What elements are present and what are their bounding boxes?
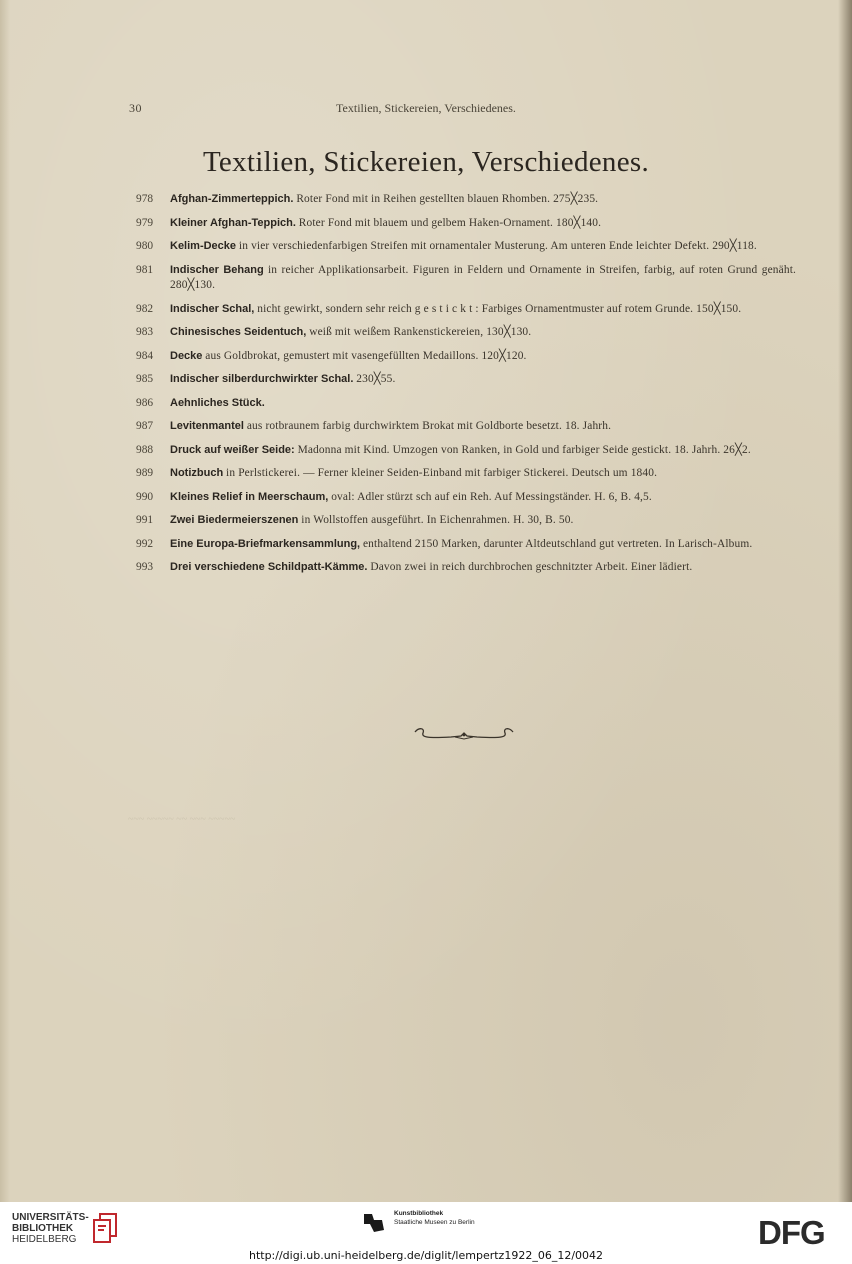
entry-description: 230╳55. xyxy=(356,373,396,385)
catalog-entry xyxy=(136,263,796,294)
running-title: Textilien, Stickereien, Verschiedenes. xyxy=(336,101,516,115)
entry-text xyxy=(170,239,796,255)
entry-description: Davon zwei in reich durchbrochen geschnitzter Arbeit. Einer lädiert. xyxy=(370,561,693,573)
catalog-entries xyxy=(136,192,796,584)
entry-title: Indischer Schal, xyxy=(170,302,255,315)
uni-emblem-icon xyxy=(90,1212,120,1248)
dfg-logo[interactable]: DFG xyxy=(758,1214,825,1251)
entry-title: Eine Europa-Briefmarkensammlung, xyxy=(170,537,361,550)
entry-text xyxy=(170,513,796,529)
page-title: Textilien, Stickereien, Verschiedenes. xyxy=(202,146,650,178)
entry-number: 979 xyxy=(136,216,154,229)
entry-number: 982 xyxy=(136,302,154,315)
running-head xyxy=(0,101,852,117)
entry-number: 993 xyxy=(136,561,154,573)
entry-number: 983 xyxy=(136,326,154,338)
entry-title: Druck auf weißer Seide: xyxy=(170,443,295,456)
entry-description: oval: Adler stürzt sch auf ein Reh. Auf Messingständer. H. 6, B. 4,5. xyxy=(331,490,652,503)
catalog-entry xyxy=(136,239,796,255)
catalog-entry xyxy=(136,192,796,208)
entry-number: 986 xyxy=(136,396,154,409)
entry-title: Kleines Relief in Meerschaum, xyxy=(170,490,329,503)
entry-description: in reicher Applikationsarbeit. Figuren in Feldern und Ornamente in Streifen, farbig, auf roten Grund genäht. 280╳130. xyxy=(170,263,797,291)
page-number: 30 xyxy=(129,101,142,115)
entry-text xyxy=(170,537,796,553)
permalink-url[interactable]: http://digi.ub.uni-heidelberg.de/diglit/lempertz1922_06_12/0042 xyxy=(248,1249,604,1262)
catalog-entry xyxy=(136,396,796,412)
entry-text xyxy=(170,349,796,365)
uni-line-2: BIBLIOTHEK xyxy=(12,1223,74,1234)
entry-number: 981 xyxy=(136,263,154,276)
ornament-divider-icon xyxy=(411,726,517,744)
uni-line-3: HEIDELBERG xyxy=(12,1234,77,1245)
entry-number: 991 xyxy=(136,514,154,526)
footer-bar xyxy=(0,1202,852,1264)
catalog-entry xyxy=(136,216,796,232)
entry-title: Indischer Behang xyxy=(170,263,264,276)
entry-description: in Wollstoffen ausgeführt. In Eichenrahmen. H. 30, B. 50. xyxy=(301,514,574,526)
catalog-entry xyxy=(136,302,796,318)
entry-text xyxy=(170,396,796,412)
entry-text xyxy=(170,325,796,341)
catalog-entry xyxy=(136,419,796,435)
entry-text xyxy=(170,302,796,318)
catalog-entry xyxy=(136,325,796,341)
entry-description: enthaltend 2150 Marken, darunter Altdeutschland gut vertreten. In Larisch-Album. xyxy=(362,537,753,550)
catalog-entry xyxy=(136,372,796,388)
entry-number: 989 xyxy=(136,467,154,479)
entry-number: 980 xyxy=(136,240,154,252)
catalog-entry xyxy=(136,490,796,506)
kb-line-1: Kunstbibliothek xyxy=(394,1210,444,1217)
entry-text xyxy=(170,443,796,459)
entry-number: 988 xyxy=(136,443,154,456)
entry-text xyxy=(170,372,796,388)
entry-description: weiß mit weißem Rankenstickereien, 130╳130. xyxy=(309,326,532,338)
page-edge-right xyxy=(838,0,852,1202)
entry-number: 987 xyxy=(136,420,154,432)
entry-description: Madonna mit Kind. Umzogen von Ranken, in Gold und farbiger Seide gestickt. 18. Jahrh. 26╳2. xyxy=(297,443,751,456)
catalog-entry xyxy=(136,443,796,459)
entry-description: Roter Fond mit in Reihen gestellten blauen Rhomben. 275╳235. xyxy=(296,193,599,205)
page-edge-left xyxy=(0,0,10,1202)
entry-description: Roter Fond mit blauem und gelbem Haken-Ornament. 180╳140. xyxy=(298,216,602,229)
entry-title: Notizbuch xyxy=(170,467,224,479)
kunstbibliothek-logo[interactable] xyxy=(362,1210,522,1238)
entry-description: aus rotbraunem farbig durchwirktem Brokat mit Goldborte besetzt. 18. Jahrh. xyxy=(246,420,612,432)
entry-text xyxy=(170,263,796,294)
entry-description: aus Goldbrokat, gemustert mit vasengefüllten Medaillons. 120╳120. xyxy=(205,349,527,362)
entry-number: 992 xyxy=(136,537,154,550)
entry-title: Levitenmantel xyxy=(170,420,244,432)
catalog-entry xyxy=(136,349,796,365)
entry-text xyxy=(170,419,796,435)
catalog-entry xyxy=(136,537,796,553)
entry-text xyxy=(170,560,796,576)
entry-title: Chinesisches Seidentuch, xyxy=(170,326,307,338)
entry-title: Aehnliches Stück. xyxy=(170,396,265,409)
catalog-entry xyxy=(136,513,796,529)
entry-title: Decke xyxy=(170,349,203,362)
entry-description: in vier verschiedenfarbigen Streifen mit ornamentaler Musterung. Am unteren Ende leichter Defekt. 290╳118. xyxy=(238,240,757,252)
entry-number: 985 xyxy=(136,373,154,385)
entry-title: Drei verschiedene Schildpatt-Kämme. xyxy=(170,561,368,573)
entry-title: Afghan-Zimmerteppich. xyxy=(170,193,294,205)
entry-title: Zwei Biedermeierszenen xyxy=(170,514,299,526)
catalog-entry xyxy=(136,466,796,482)
university-library-logo[interactable] xyxy=(8,1212,120,1252)
entry-title: Indischer silberdurchwirkter Schal. xyxy=(170,373,354,385)
catalog-entry xyxy=(136,560,796,576)
entry-title: Kleiner Afghan-Teppich. xyxy=(170,216,296,229)
entry-number: 978 xyxy=(136,193,154,205)
kunstbibliothek-emblem-icon xyxy=(362,1210,386,1234)
entry-text xyxy=(170,192,796,208)
entry-description: in Perlstickerei. — Ferner kleiner Seiden-Einband mit farbiger Stickerei. Deutsch um 1840. xyxy=(226,467,658,479)
entry-text xyxy=(170,490,796,506)
entry-description: nicht gewirkt, sondern sehr reich g e s t i c k t : Farbiges Ornamentmuster auf rotem Grunde. 150╳150. xyxy=(257,302,742,315)
entry-number: 990 xyxy=(136,490,154,503)
entry-text xyxy=(170,466,796,482)
entry-title: Kelim-Decke xyxy=(170,240,237,252)
uni-line-1: UNIVERSITÄTS- xyxy=(12,1212,89,1223)
kb-line-2: Staatliche Museen zu Berlin xyxy=(394,1218,475,1226)
bleed-through-texture: ~~~ ~~~~~ ~~ ~~~ ~~~~~ xyxy=(128,814,236,825)
entry-number: 984 xyxy=(136,349,154,362)
entry-text xyxy=(170,216,796,232)
